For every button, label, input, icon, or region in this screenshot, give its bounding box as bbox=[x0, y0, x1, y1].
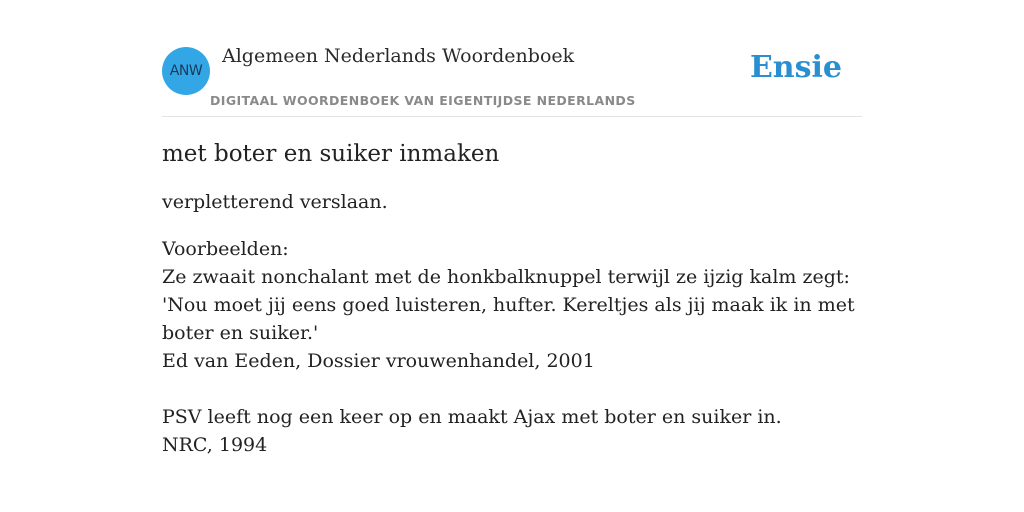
example-text: Ze zwaait nonchalant met de honkbalknuppel terwijl ze ijzig kalm zegt: 'Nou moet jij eens goed luisteren, hufter. Kereltjes als jij maak ik in met boter en suiker.' bbox=[162, 266, 855, 344]
example-spacer bbox=[162, 375, 862, 403]
entry-content bbox=[162, 138, 862, 459]
ensie-brand-logo[interactable]: Ensie bbox=[749, 50, 842, 85]
entry-title: met boter en suiker inmaken bbox=[162, 141, 500, 167]
example-item bbox=[162, 263, 862, 375]
example-source: Ed van Eeden, Dossier vrouwenhandel, 2001 bbox=[162, 350, 595, 372]
example-item bbox=[162, 403, 862, 459]
example-text: PSV leeft nog een keer op en maakt Ajax met boter en suiker in. bbox=[162, 406, 782, 428]
site-subtitle: DIGITAAL WOORDENBOEK VAN EIGENTIJDSE NEDERLANDS bbox=[210, 93, 636, 108]
logo-text: ANW bbox=[169, 63, 203, 79]
example-source: NRC, 1994 bbox=[162, 434, 268, 456]
anw-logo[interactable] bbox=[162, 47, 210, 95]
entry-definition: verpletterend verslaan. bbox=[162, 191, 388, 213]
site-title[interactable]: Algemeen Nederlands Woordenboek bbox=[222, 45, 575, 67]
site-header bbox=[162, 0, 862, 117]
examples-label: Voorbeelden: bbox=[162, 238, 289, 260]
